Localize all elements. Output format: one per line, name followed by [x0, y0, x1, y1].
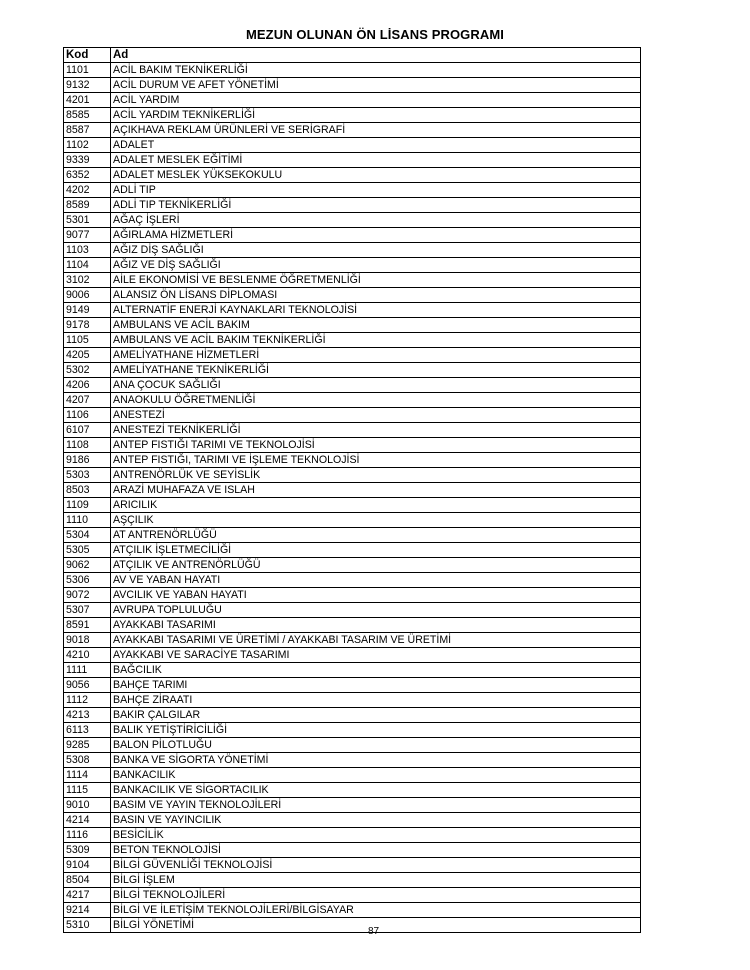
table-row: [64, 528, 641, 543]
program-name-cell: BALIK YETİŞTİRİCİLİĞİ: [111, 723, 641, 738]
table-row: [64, 663, 641, 678]
program-code-cell: 4210: [64, 648, 111, 663]
table-row: [64, 873, 641, 888]
program-code-cell: 5308: [64, 753, 111, 768]
program-code-cell: 5303: [64, 468, 111, 483]
program-name-cell: AİLE EKONOMİSİ VE BESLENME ÖĞRETMENLİĞİ: [111, 273, 641, 288]
program-name-cell: AĞIZ VE DİŞ SAĞLIĞI: [111, 258, 641, 273]
program-code-cell: 4206: [64, 378, 111, 393]
table-row: [64, 588, 641, 603]
table-row: [64, 753, 641, 768]
program-code-cell: 9018: [64, 633, 111, 648]
table-row: [64, 138, 641, 153]
program-code-cell: 1116: [64, 828, 111, 843]
program-name-cell: BİLGİ YÖNETİMİ: [111, 918, 641, 933]
table-row: [64, 723, 641, 738]
table-row: [64, 318, 641, 333]
program-code-cell: 6113: [64, 723, 111, 738]
program-code-cell: 9077: [64, 228, 111, 243]
program-name-cell: ADALET MESLEK EĞİTİMİ: [111, 153, 641, 168]
program-name-cell: AV VE YABAN HAYATI: [111, 573, 641, 588]
program-name-cell: BİLGİ GÜVENLİĞİ TEKNOLOJİSİ: [111, 858, 641, 873]
program-code-cell: 1112: [64, 693, 111, 708]
table-row: [64, 258, 641, 273]
program-name-cell: ADLİ TIP TEKNİKERLİĞİ: [111, 198, 641, 213]
table-row: [64, 813, 641, 828]
table-row: [64, 633, 641, 648]
program-code-cell: 6352: [64, 168, 111, 183]
program-name-cell: ARICILIK: [111, 498, 641, 513]
program-code-cell: 1105: [64, 333, 111, 348]
program-name-cell: ATÇILIK VE ANTRENÖRLÜĞÜ: [111, 558, 641, 573]
program-code-cell: 8589: [64, 198, 111, 213]
program-name-cell: AT ANTRENÖRLÜĞÜ: [111, 528, 641, 543]
column-header-ad: Ad: [111, 48, 641, 63]
page-number: 87: [368, 926, 380, 937]
program-code-cell: 9186: [64, 453, 111, 468]
program-code-cell: 4217: [64, 888, 111, 903]
table-row: [64, 93, 641, 108]
program-name-cell: BAHÇE TARIMI: [111, 678, 641, 693]
program-code-cell: 9132: [64, 78, 111, 93]
program-code-cell: 1104: [64, 258, 111, 273]
table-row: [64, 558, 641, 573]
program-code-cell: 5302: [64, 363, 111, 378]
program-name-cell: ANA ÇOCUK SAĞLIĞI: [111, 378, 641, 393]
program-name-cell: ALANSIZ ÖN LİSANS DİPLOMASI: [111, 288, 641, 303]
table-row: [64, 273, 641, 288]
program-code-cell: 9072: [64, 588, 111, 603]
program-name-cell: ACİL YARDIM: [111, 93, 641, 108]
table-row: [64, 243, 641, 258]
program-code-cell: 1114: [64, 768, 111, 783]
table-row: [64, 498, 641, 513]
program-code-cell: 1109: [64, 498, 111, 513]
program-code-cell: 5309: [64, 843, 111, 858]
program-name-cell: AMBULANS VE ACİL BAKIM: [111, 318, 641, 333]
program-name-cell: ARAZİ MUHAFAZA VE ISLAH: [111, 483, 641, 498]
program-code-cell: 5310: [64, 918, 111, 933]
program-code-cell: 8504: [64, 873, 111, 888]
program-name-cell: ADALET: [111, 138, 641, 153]
program-code-cell: 1102: [64, 138, 111, 153]
page-title: MEZUN OLUNAN ÖN LİSANS PROGRAMI: [245, 27, 505, 42]
program-name-cell: AÇIKHAVA REKLAM ÜRÜNLERİ VE SERİGRAFİ: [111, 123, 641, 138]
program-table: [63, 47, 641, 933]
program-code-cell: 8585: [64, 108, 111, 123]
program-name-cell: ANAOKULU ÖĞRETMENLİĞİ: [111, 393, 641, 408]
program-code-cell: 9056: [64, 678, 111, 693]
program-code-cell: 3102: [64, 273, 111, 288]
program-code-cell: 1101: [64, 63, 111, 78]
program-name-cell: BİLGİ VE İLETİŞİM TEKNOLOJİLERİ/BİLGİSAYAR: [111, 903, 641, 918]
program-code-cell: 9062: [64, 558, 111, 573]
program-name-cell: BAĞCILIK: [111, 663, 641, 678]
program-code-cell: 4201: [64, 93, 111, 108]
table-row: [64, 798, 641, 813]
table-row: [64, 468, 641, 483]
table-row: [64, 573, 641, 588]
table-row: [64, 648, 641, 663]
table-row: [64, 183, 641, 198]
table-row: [64, 168, 641, 183]
program-code-cell: 9104: [64, 858, 111, 873]
program-code-cell: 4213: [64, 708, 111, 723]
table-row: [64, 393, 641, 408]
table-row: [64, 693, 641, 708]
table-row: [64, 213, 641, 228]
table-row: [64, 78, 641, 93]
program-code-cell: 9285: [64, 738, 111, 753]
program-name-cell: BALON PİLOTLUĞU: [111, 738, 641, 753]
program-name-cell: ADALET MESLEK YÜKSEKOKULU: [111, 168, 641, 183]
table-row: [64, 888, 641, 903]
program-name-cell: ACİL YARDIM TEKNİKERLİĞİ: [111, 108, 641, 123]
table-row: [64, 708, 641, 723]
program-name-cell: AYAKKABI VE SARACİYE TASARIMI: [111, 648, 641, 663]
table-row: [64, 378, 641, 393]
program-name-cell: BİLGİ TEKNOLOJİLERİ: [111, 888, 641, 903]
table-row: [64, 768, 641, 783]
program-code-cell: 1106: [64, 408, 111, 423]
program-name-cell: ATÇILIK İŞLETMECİLİĞİ: [111, 543, 641, 558]
program-code-cell: 9178: [64, 318, 111, 333]
program-name-cell: AVRUPA TOPLULUĞU: [111, 603, 641, 618]
table-row: [64, 738, 641, 753]
program-name-cell: BANKA VE SİGORTA YÖNETİMİ: [111, 753, 641, 768]
program-code-cell: 4207: [64, 393, 111, 408]
table-row: [64, 483, 641, 498]
program-code-cell: 1110: [64, 513, 111, 528]
table-row: [64, 303, 641, 318]
program-name-cell: BANKACILIK: [111, 768, 641, 783]
program-code-cell: 8591: [64, 618, 111, 633]
program-name-cell: AYAKKABI TASARIMI: [111, 618, 641, 633]
table-row: [64, 678, 641, 693]
table-row: [64, 228, 641, 243]
program-code-cell: 1108: [64, 438, 111, 453]
table-row: [64, 288, 641, 303]
program-code-cell: 9214: [64, 903, 111, 918]
table-row: [64, 618, 641, 633]
program-code-cell: 1103: [64, 243, 111, 258]
program-name-cell: BASIN VE YAYINCILIK: [111, 813, 641, 828]
table-row: [64, 408, 641, 423]
program-name-cell: AĞIZ DİŞ SAĞLIĞI: [111, 243, 641, 258]
table-row: [64, 903, 641, 918]
program-name-cell: BESİCİLİK: [111, 828, 641, 843]
program-name-cell: ANTEP FISTIĞI, TARIMI VE İŞLEME TEKNOLOJİSİ: [111, 453, 641, 468]
table-row: [64, 63, 641, 78]
table-row: [64, 123, 641, 138]
table-row: [64, 423, 641, 438]
table-row: [64, 453, 641, 468]
program-name-cell: AMBULANS VE ACİL BAKIM TEKNİKERLİĞİ: [111, 333, 641, 348]
program-code-cell: 5301: [64, 213, 111, 228]
program-name-cell: BİLGİ İŞLEM: [111, 873, 641, 888]
table-header-row: [64, 48, 641, 63]
program-code-cell: 8503: [64, 483, 111, 498]
table-row: [64, 513, 641, 528]
program-code-cell: 5307: [64, 603, 111, 618]
program-code-cell: 4205: [64, 348, 111, 363]
program-name-cell: BETON TEKNOLOJİSİ: [111, 843, 641, 858]
table-row: [64, 828, 641, 843]
program-code-cell: 9149: [64, 303, 111, 318]
table-row: [64, 108, 641, 123]
program-name-cell: AVCILIK VE YABAN HAYATI: [111, 588, 641, 603]
table-row: [64, 783, 641, 798]
table-row: [64, 348, 641, 363]
program-name-cell: AMELİYATHANE HİZMETLERİ: [111, 348, 641, 363]
program-code-cell: 8587: [64, 123, 111, 138]
table-row: [64, 153, 641, 168]
program-name-cell: BAKIR ÇALGILAR: [111, 708, 641, 723]
program-code-cell: 5304: [64, 528, 111, 543]
program-name-cell: BANKACILIK VE SİGORTACILIK: [111, 783, 641, 798]
program-name-cell: ACİL BAKIM TEKNİKERLİĞİ: [111, 63, 641, 78]
program-name-cell: ALTERNATİF ENERJİ KAYNAKLARI TEKNOLOJİSİ: [111, 303, 641, 318]
program-name-cell: ANESTEZİ TEKNİKERLİĞİ: [111, 423, 641, 438]
program-name-cell: AMELİYATHANE TEKNİKERLİĞİ: [111, 363, 641, 378]
table-row: [64, 543, 641, 558]
program-code-cell: 5305: [64, 543, 111, 558]
program-name-cell: AĞIRLAMA HİZMETLERİ: [111, 228, 641, 243]
table-row: [64, 438, 641, 453]
table-row: [64, 858, 641, 873]
program-name-cell: ANTRENÖRLÜK VE SEYİSLİK: [111, 468, 641, 483]
table-row: [64, 198, 641, 213]
program-code-cell: 9006: [64, 288, 111, 303]
program-code-cell: 4202: [64, 183, 111, 198]
program-name-cell: AYAKKABI TASARIMI VE ÜRETİMİ / AYAKKABI TASARIM VE ÜRETİMİ: [111, 633, 641, 648]
program-code-cell: 9339: [64, 153, 111, 168]
program-name-cell: AĞAÇ İŞLERİ: [111, 213, 641, 228]
table-row: [64, 918, 641, 933]
program-name-cell: ANESTEZİ: [111, 408, 641, 423]
program-code-cell: 5306: [64, 573, 111, 588]
program-name-cell: AŞÇILIK: [111, 513, 641, 528]
table-row: [64, 603, 641, 618]
column-header-kod: Kod: [64, 48, 111, 63]
program-name-cell: ANTEP FISTIĞI TARIMI VE TEKNOLOJİSİ: [111, 438, 641, 453]
table-row: [64, 333, 641, 348]
program-code-cell: 1111: [64, 663, 111, 678]
program-code-cell: 1115: [64, 783, 111, 798]
program-code-cell: 4214: [64, 813, 111, 828]
program-name-cell: BASIM VE YAYIN TEKNOLOJİLERİ: [111, 798, 641, 813]
program-code-cell: 6107: [64, 423, 111, 438]
table-row: [64, 843, 641, 858]
program-name-cell: ACİL DURUM VE AFET YÖNETİMİ: [111, 78, 641, 93]
program-code-cell: 9010: [64, 798, 111, 813]
table-row: [64, 363, 641, 378]
program-name-cell: ADLİ TIP: [111, 183, 641, 198]
program-name-cell: BAHÇE ZİRAATI: [111, 693, 641, 708]
